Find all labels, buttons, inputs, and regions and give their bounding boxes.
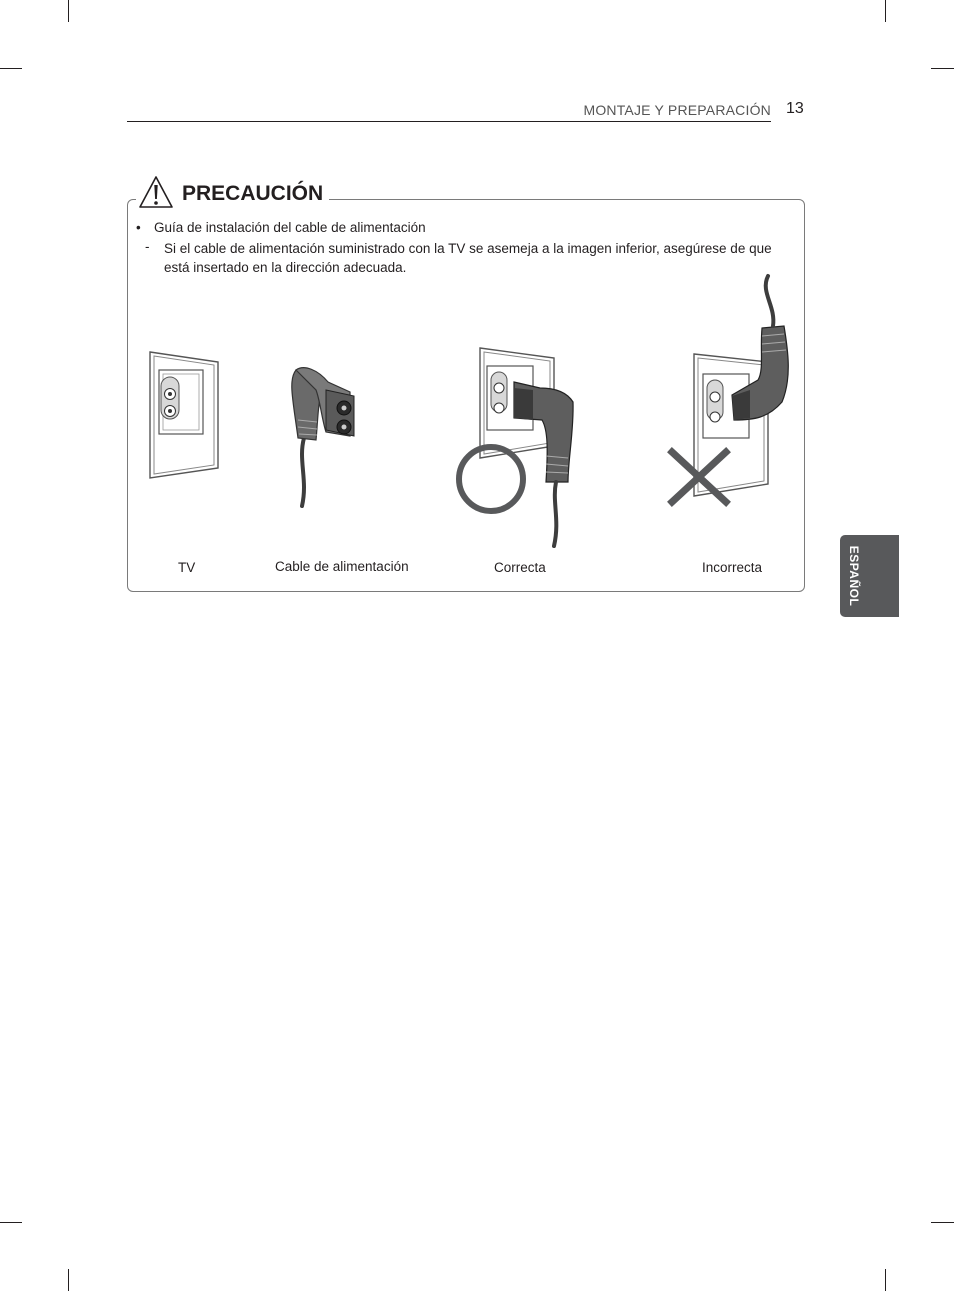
crop-mark bbox=[931, 68, 954, 69]
incorrect-label: Incorrecta bbox=[702, 560, 763, 575]
cable-label: Cable de alimentación bbox=[275, 559, 409, 574]
language-tab-label: ESPAÑOL bbox=[847, 545, 861, 607]
bullet-marker: • bbox=[136, 220, 141, 235]
crop-mark bbox=[931, 1222, 954, 1223]
caution-heading bbox=[136, 172, 329, 216]
power-cable-illustration bbox=[128, 270, 803, 555]
dash-text: Si el cable de alimentación suministrado con la TV se asemeja a la imagen inferior, asegúrese de que está insertado en la dirección adecuada. bbox=[164, 241, 772, 275]
section-title: MONTAJE Y PREPARACIÓN bbox=[583, 102, 771, 118]
tv-label: TV bbox=[178, 560, 196, 575]
crop-mark bbox=[0, 1222, 22, 1223]
power-cable-plug-illustration bbox=[292, 368, 354, 506]
crop-mark bbox=[885, 1269, 886, 1291]
crop-mark bbox=[68, 0, 69, 22]
tv-outlet-illustration bbox=[150, 352, 218, 478]
correct-illustration bbox=[459, 348, 573, 546]
warning-icon bbox=[138, 175, 174, 214]
crop-mark bbox=[0, 68, 22, 69]
crop-mark bbox=[68, 1269, 69, 1291]
incorrect-illustration bbox=[672, 276, 788, 502]
correct-label: Correcta bbox=[494, 560, 546, 575]
page-number: 13 bbox=[786, 100, 804, 117]
header-rule bbox=[127, 121, 771, 122]
bullet-text: Guía de instalación del cable de alimentación bbox=[154, 220, 426, 235]
dash-marker: - bbox=[145, 239, 150, 254]
crop-mark bbox=[885, 0, 886, 22]
caution-title: PRECAUCIÓN bbox=[182, 182, 324, 205]
